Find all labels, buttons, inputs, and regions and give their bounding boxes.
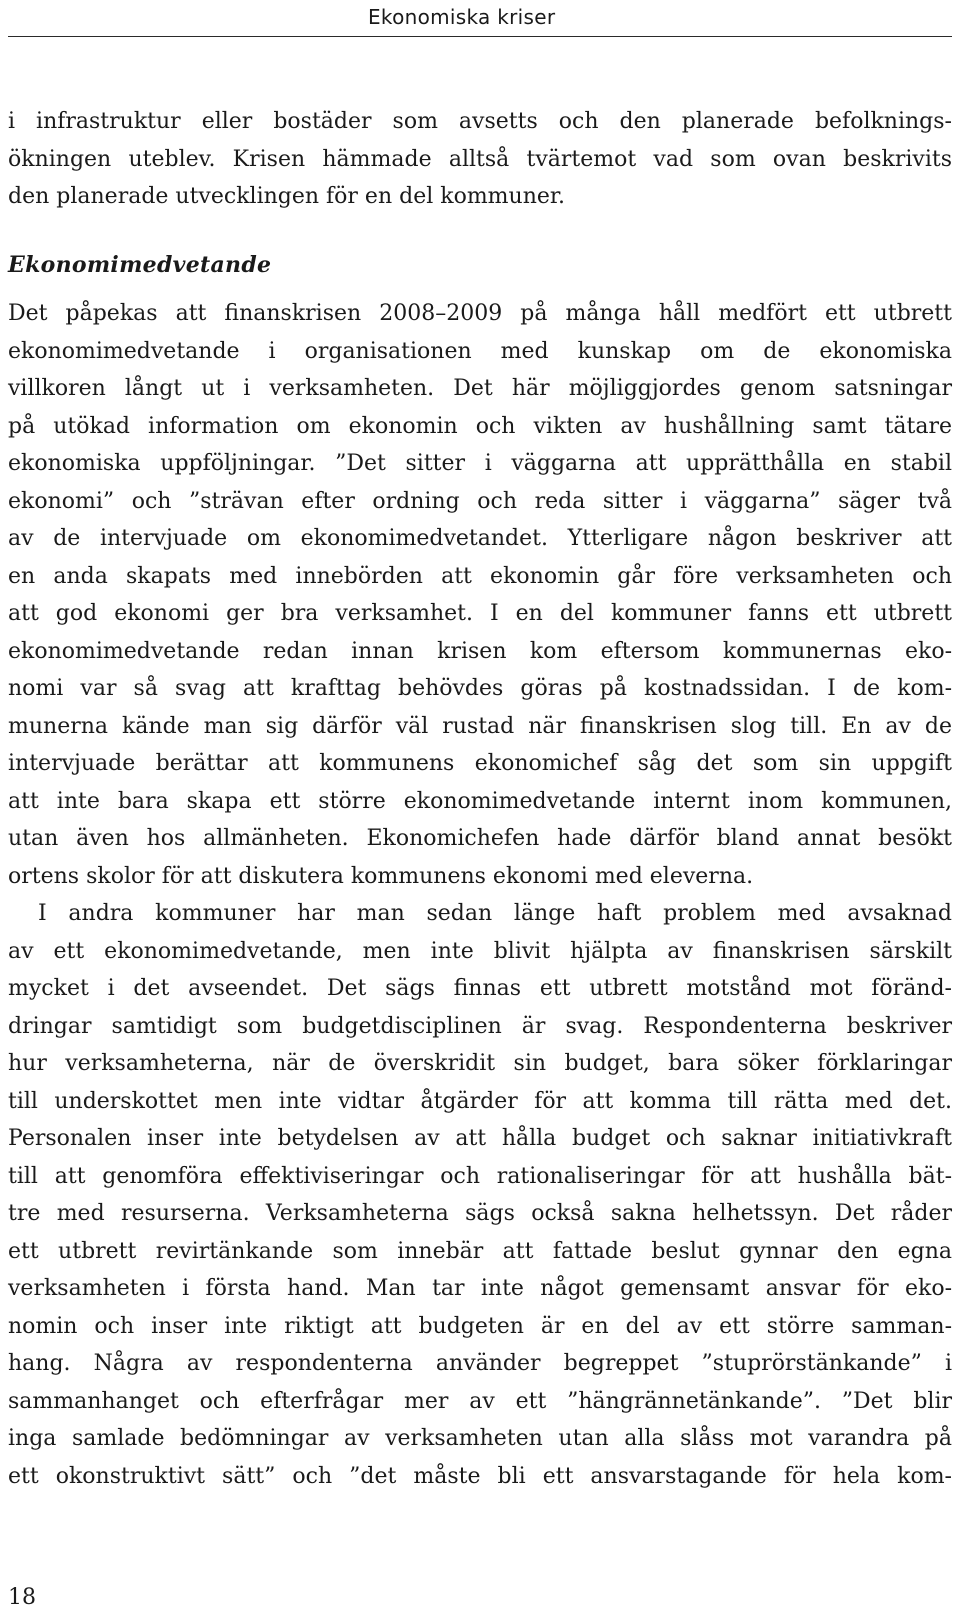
text-line: tre med resurserna. Verksamheterna sägs också sakna helhetssyn. Det råder (8, 1201, 952, 1226)
text-line: ökningen uteblev. Krisen hämmade alltså tvärtemot vad som ovan beskrivits (8, 146, 952, 172)
section-paragraph-2 (8, 895, 952, 1495)
text-line: nomin och inser inte riktigt att budgeten är en del av ett större samman- (8, 1313, 952, 1339)
text-line: nomi var så svag att krafttag behövdes göras på kostnadssidan. I de kom- (8, 676, 952, 701)
text-line: Personalen inser inte betydelsen av att hålla budget och saknar initiativkraft (8, 1126, 952, 1151)
text-line: den planerade utvecklingen för en del kommuner. (8, 184, 565, 209)
text-line: verksamheten i första hand. Man tar inte något gemensamt ansvar för eko- (8, 1276, 952, 1301)
text-line: i infrastruktur eller bostäder som avsetts och den planerade befolknings- (8, 109, 952, 134)
text-line: utan även hos allmänheten. Ekonomichefen hade därför bland annat besökt (8, 826, 952, 851)
text-line: ekonomimedvetande redan innan krisen kom eftersom kommunernas eko- (8, 638, 952, 664)
text-line: mycket i det avseendet. Det sägs finnas ett utbrett motstånd mot föränd- (8, 976, 952, 1001)
text-line: ett okonstruktivt sätt” och ”det måste bli ett ansvarstagande för hela kom- (8, 1463, 952, 1489)
section-heading: Ekonomimedvetande (8, 252, 272, 278)
text-line: hang. Några av respondenterna använder begreppet ”stuprörstänkande” i (8, 1351, 952, 1376)
text-line: munerna kände man sig därför väl rustad när finanskrisen slog till. En av de (8, 713, 952, 739)
header-rule (8, 36, 952, 37)
text-line: av ett ekonomimedvetande, men inte blivit hjälpta av finanskrisen särskilt (8, 938, 952, 964)
text-line: ekonomi” och ”strävan efter ordning och reda sitter i väggarna” säger två (8, 488, 952, 514)
text-line: av de intervjuade om ekonomimedvetandet. Ytterligare någon beskriver att (8, 526, 952, 551)
text-line: intervjuade berättar att kommunens ekonomichef såg det som sin uppgift (8, 751, 952, 776)
text-line: ortens skolor för att diskutera kommunens ekonomi med eleverna. (8, 863, 754, 889)
text-line: ett utbrett revirtänkande som innebär att fattade beslut gynnar den egna (8, 1238, 952, 1264)
section-paragraph-1 (8, 295, 952, 895)
text-line: I andra kommuner har man sedan länge haft problem med avsaknad (38, 901, 952, 926)
text-line: att god ekonomi ger bra verksamhet. I en del kommuner fanns ett utbrett (8, 601, 952, 626)
text-line: att inte bara skapa ett större ekonomimedvetande internt inom kommunen, (8, 788, 952, 814)
text-line: på utökad information om ekonomin och vikten av hushållning samt tätare (8, 413, 952, 439)
text-line: inga samlade bedömningar av verksamheten utan alla slåss mot varandra på (8, 1426, 952, 1451)
intro-paragraph (8, 103, 952, 216)
text-line: till underskottet men inte vidtar åtgärder för att komma till rätta med det. (8, 1088, 952, 1114)
running-header-title: Ekonomiska kriser (368, 5, 556, 29)
text-line: villkoren långt ut i verksamheten. Det här möjliggjordes genom satsningar (8, 376, 952, 401)
text-line: ekonomiska uppföljningar. ”Det sitter i väggarna att upprätthålla en stabil (8, 451, 952, 476)
text-line: sammanhanget och efterfrågar mer av ett ”hängrännetänkande”. ”Det blir (8, 1388, 952, 1414)
text-line: en anda skapats med innebörden att ekonomin går före verksamheten och (8, 563, 952, 589)
text-line: till att genomföra effektiviseringar och rationaliseringar för att hushålla bät- (8, 1163, 952, 1189)
text-line: ekonomimedvetande i organisationen med kunskap om de ekonomiska (8, 338, 952, 364)
running-header (0, 0, 960, 36)
text-line: dringar samtidigt som budgetdisciplinen är svag. Respondenterna beskriver (8, 1013, 952, 1039)
page-number: 18 (8, 1585, 36, 1610)
text-line: hur verksamheterna, när de överskridit sin budget, bara söker förklaringar (8, 1051, 952, 1076)
text-line: Det påpekas att finanskrisen 2008–2009 på många håll medfört ett utbrett (8, 301, 952, 326)
